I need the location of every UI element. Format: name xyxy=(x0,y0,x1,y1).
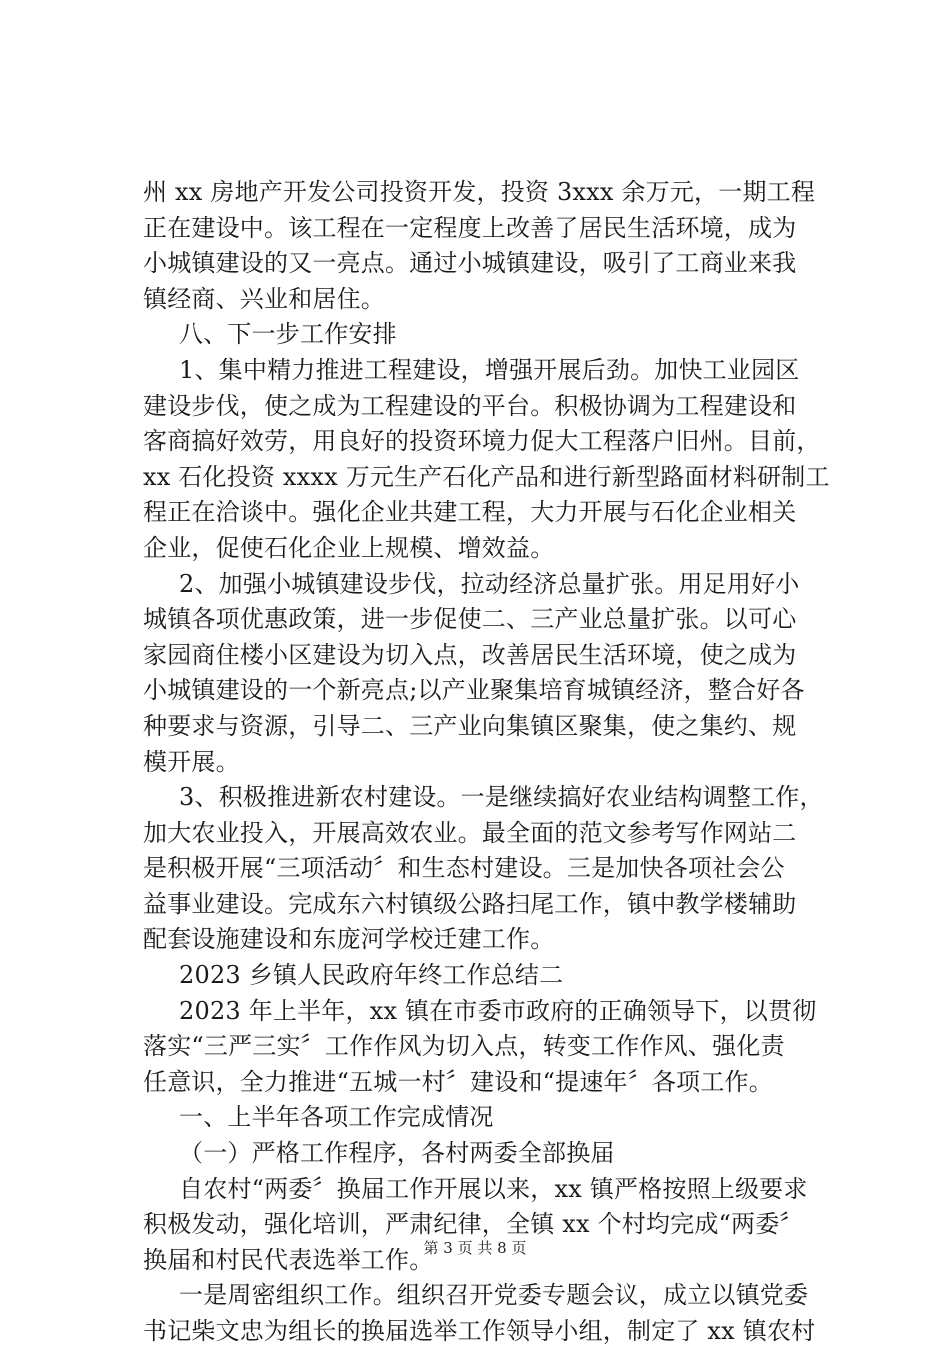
section-heading: 八、下一步工作安排 xyxy=(179,320,397,349)
text-line: 落实“三严三实〞工作作风为切入点，转变工作作风、强化责 xyxy=(143,1032,785,1061)
text-line: 积极发动，强化培训，严肃纪律，全镇 xx 个村均完成“两委〞 xyxy=(143,1210,804,1239)
text-line: 2023 年上半年，xx 镇在市委市政府的正确领导下，以贯彻 xyxy=(179,996,817,1025)
text-line: 是积极开展“三项活动〞和生态村建设。三是加快各项社会公 xyxy=(143,854,785,883)
text-line: 小城镇建设的又一亮点。通过小城镇建设，吸引了工商业来我 xyxy=(143,249,797,278)
text-line: 2、加强小城镇建设步伐，拉动经济总量扩张。用足用好小 xyxy=(179,569,800,598)
text-line: 一是周密组织工作。组织召开党委专题会议，成立以镇党委 xyxy=(179,1281,809,1310)
text-line: 模开展。 xyxy=(143,747,240,776)
text-line: 程正在洽谈中。强化企业共建工程，大力开展与石化企业相关 xyxy=(143,498,797,527)
text-line: 3、积极推进新农村建设。一是继续搞好农业结构调整工作， xyxy=(179,783,824,812)
text-line: 益事业建设。完成东六村镇级公路扫尾工作，镇中教学楼辅助 xyxy=(143,889,797,918)
text-line: 任意识，全力推进“五城一村〞建设和“提速年〞各项工作。 xyxy=(143,1067,773,1096)
section-title: 2023 乡镇人民政府年终工作总结二 xyxy=(179,961,564,990)
section-heading: 一、上半年各项工作完成情况 xyxy=(179,1103,494,1132)
text-line: 1、集中精力推进工程建设，增强开展后劲。加快工业园区 xyxy=(179,355,800,384)
text-line: 客商搞好效劳，用良好的投资环境力促大工程落户旧州。目前， xyxy=(143,427,821,456)
text-line: 种要求与资源，引导二、三产业向集镇区聚集，使之集约、规 xyxy=(143,711,797,740)
text-line: 州 xx 房地产开发公司投资开发，投资 3xxx 余万元，一期工程 xyxy=(143,178,816,206)
page-number: 第 3 页 共 8 页 xyxy=(423,1239,527,1257)
text-line: 换届和村民代表选举工作。 xyxy=(143,1245,434,1274)
text-line: 书记柴文忠为组长的换届选举工作领导小组，制定了 xx 镇农村 xyxy=(143,1317,816,1345)
subsection-heading: （一）严格工作程序，各村两委全部换届 xyxy=(179,1139,615,1168)
text-line: 加大农业投入，开展高效农业。最全面的范文参考写作网站二 xyxy=(143,818,797,847)
text-line: 企业，促使石化企业上规模、增效益。 xyxy=(143,533,555,562)
text-line: 正在建设中。该工程在一定程度上改善了居民生活环境，成为 xyxy=(143,213,797,242)
text-line: 城镇各项优惠政策，进一步促使二、三产业总量扩张。以可心 xyxy=(143,605,797,634)
text-line: 家园商住楼小区建设为切入点，改善居民生活环境，使之成为 xyxy=(143,640,797,669)
text-line: 镇经商、兴业和居住。 xyxy=(143,284,385,313)
text-line: 自农村“两委〞换届工作开展以来，xx 镇严格按照上级要求 xyxy=(179,1174,808,1203)
text-line: 配套设施建设和东庞河学校迁建工作。 xyxy=(143,925,555,954)
document-body xyxy=(143,175,833,1350)
text-line: xx 石化投资 xxxx 万元生产石化产品和进行新型路面材料研制工 xyxy=(143,462,830,491)
text-line: 小城镇建设的一个新亮点;以产业聚集培育城镇经济，整合好各 xyxy=(143,676,805,705)
text-line: 建设步伐，使之成为工程建设的平台。积极协调为工程建设和 xyxy=(143,391,797,420)
